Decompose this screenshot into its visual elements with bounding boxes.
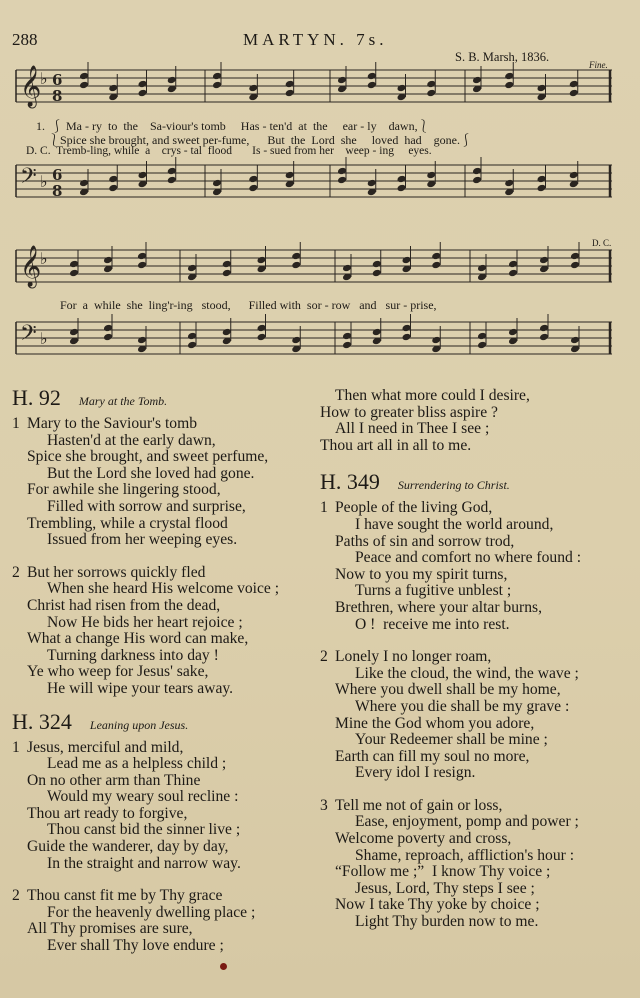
line-text: Thou canst fit me by Thy grace (27, 887, 223, 905)
line-text: Mary to the Saviour's tomb (27, 415, 197, 432)
note-head (103, 333, 113, 342)
note-head (222, 328, 232, 337)
note-head (103, 324, 113, 333)
lyrics-line-1c: D. C. Tremb-ling, while a crys - tal flood Is - sued from her weep - ing eyes. (26, 145, 432, 157)
note-head (108, 184, 118, 193)
composer-credit: S. B. Marsh, 1836. (455, 50, 550, 64)
note-head (212, 81, 222, 90)
hymn-line (320, 798, 630, 815)
hymn-line (12, 789, 310, 806)
lyrics-line-1a: 1. ⎰ Ma - ry to the Sa-viour's tomb Has - ten'd at the ear - ly dawn,⎱ (36, 119, 430, 133)
flat-sign: ♭ (40, 172, 48, 191)
hymn-line (320, 897, 630, 914)
line-text: When she heard His welcome voice ; (47, 580, 280, 598)
hymn-line (320, 749, 630, 766)
tune-name: MARTYN. 7s. (243, 30, 388, 49)
note-head (291, 336, 301, 345)
note-head (537, 184, 547, 193)
line-text: Where you dwell shall be my home, (335, 681, 561, 699)
note-head (367, 179, 377, 188)
line-text: Earth can fill my soul no more, (335, 747, 530, 765)
verse-number: 2 (12, 563, 20, 581)
hymn-line (320, 617, 630, 634)
flat-sign: ♭ (40, 329, 48, 348)
note-head (472, 167, 482, 176)
line-text: People of the living God, (335, 499, 493, 517)
line-text: Ye who weep for Jesus' sake, (27, 663, 209, 681)
music-score (0, 0, 640, 370)
note-head (397, 84, 407, 93)
hymn-line (12, 806, 310, 823)
flat-sign: ♭ (40, 249, 48, 268)
left-column (12, 385, 310, 955)
line-text: Where you die shall be my grave : (355, 697, 570, 715)
note-head (372, 269, 382, 278)
hymn-heading (320, 469, 630, 500)
line-text: Tell me not of gain or loss, (335, 796, 503, 814)
line-text: Peace and comfort no where found : (355, 549, 582, 567)
lyrics-line-1b: ⎱Spice she brought, and sweet per-fume, But the Lord she loved had gone.⎰ (36, 133, 473, 147)
note-head (137, 252, 147, 261)
hymn-line (320, 864, 630, 881)
hymn-line (320, 600, 630, 617)
note-head (212, 179, 222, 188)
line-text: Turning darkness into day ! (47, 646, 219, 664)
note-head (291, 261, 301, 270)
note-head (539, 333, 549, 342)
hymn-line (12, 499, 310, 516)
verse-number: 2 (320, 648, 328, 666)
hymn-line (320, 583, 630, 600)
line-text: All I need in Thee I see ; (335, 420, 490, 438)
hymn-line (12, 773, 310, 790)
verse-gap (320, 633, 630, 649)
note-head (426, 80, 436, 89)
line-text: Your Redeemer shall be mine ; (355, 731, 548, 749)
note-head (138, 80, 148, 89)
verse-gap (320, 782, 630, 798)
hymn-title: Surrendering to Christ. (397, 478, 510, 493)
hymn-line (320, 914, 630, 931)
note-head (477, 341, 487, 350)
hymn-line (320, 716, 630, 733)
hymn-line (320, 814, 630, 831)
hymn-line (12, 598, 310, 615)
note-head (472, 76, 482, 85)
line-text: Then what more could I desire, (335, 387, 530, 404)
hymn-title: Mary at the Tomb. (78, 394, 168, 408)
hymn-line (12, 466, 310, 483)
fine-mark: Fine. (589, 60, 608, 70)
bass-clef: 𝄢 (20, 164, 37, 194)
hymn-line (320, 438, 630, 455)
hymn-line (12, 888, 310, 905)
hymn-line (320, 567, 630, 584)
lyrics-line-2: For a while she ling'r-ing stood, Filled with sor - row and sur - prise, (60, 298, 437, 312)
line-text: Hasten'd at the early dawn, (47, 431, 216, 449)
verse-number: 1 (12, 415, 20, 432)
line-text: Thou art all in all to me. (320, 436, 472, 454)
line-text: Ever shall Thy love endure ; (47, 937, 224, 955)
note-head (431, 336, 441, 345)
treble-clef: 𝄞 (20, 66, 42, 107)
line-text: Brethren, where your altar burns, (335, 598, 542, 616)
note-head (431, 252, 441, 261)
note-head (187, 341, 197, 350)
hymn-line (12, 416, 310, 433)
note-head (337, 176, 347, 185)
note-head (537, 175, 547, 184)
hymn-line (320, 881, 630, 898)
line-text: But the Lord she loved had gone. (47, 464, 255, 482)
note-head (402, 333, 412, 342)
note-head (187, 332, 197, 341)
hymn-line (320, 534, 630, 551)
note-head (431, 261, 441, 270)
note-head (570, 336, 580, 345)
note-head (426, 171, 436, 180)
line-text: Lonely I no longer roam, (335, 648, 492, 666)
note-head (508, 269, 518, 278)
line-text: Like the cloud, the wind, the wave ; (355, 664, 579, 682)
note-head (477, 264, 487, 273)
hymn-line (320, 682, 630, 699)
note-head (477, 332, 487, 341)
hymn-line (320, 666, 630, 683)
note-head (504, 72, 514, 81)
note-head (248, 175, 258, 184)
hymn-line (320, 732, 630, 749)
note-head (367, 72, 377, 81)
line-text: In the straight and narrow way. (47, 854, 241, 872)
line-text: Light Thy burden now to me. (355, 913, 539, 931)
hymn-line (12, 740, 310, 757)
hymn-line (320, 550, 630, 567)
note-head (426, 89, 436, 98)
note-head (508, 328, 518, 337)
note-head (108, 175, 118, 184)
hymn-line (320, 699, 630, 716)
hymn-line (12, 648, 310, 665)
note-head (138, 171, 148, 180)
note-head (137, 261, 147, 270)
line-text: Filled with sorrow and surprise, (47, 497, 246, 515)
hymn-line (12, 681, 310, 698)
verse-number: 1 (320, 499, 328, 517)
note-head (248, 84, 258, 93)
note-head (212, 72, 222, 81)
hymn-line (320, 765, 630, 782)
note-head (342, 341, 352, 350)
hymn-line (12, 921, 310, 938)
hymn-line (12, 938, 310, 955)
line-text: Lead me as a helpless child ; (47, 755, 227, 773)
line-text: How to greater bliss aspire ? (320, 403, 498, 421)
hymn-line (320, 421, 630, 438)
note-head (138, 89, 148, 98)
line-text: Welcome poverty and cross, (335, 830, 512, 848)
line-text: But her sorrows quickly fled (27, 563, 206, 581)
note-head (402, 324, 412, 333)
note-head (103, 256, 113, 265)
line-text: Guide the wanderer, day by day, (27, 838, 229, 856)
time-signature: 6 (52, 71, 63, 89)
note-head (397, 175, 407, 184)
hymn-line (12, 905, 310, 922)
hymn-heading (12, 385, 310, 416)
note-head (372, 328, 382, 337)
line-text: Trembling, while a crystal flood (27, 514, 228, 532)
line-text: Now to you my spirit turns, (335, 565, 508, 583)
hymn-line (12, 631, 310, 648)
note-head (397, 184, 407, 193)
note-head (337, 76, 347, 85)
note-head (342, 332, 352, 341)
verse-number: 1 (12, 738, 20, 756)
hymn-number: H. 92 (12, 385, 61, 410)
line-text: Shame, reproach, affliction's hour : (355, 846, 575, 864)
note-head (569, 80, 579, 89)
hymn-line (12, 516, 310, 533)
hymn-line (12, 433, 310, 450)
note-head (257, 324, 267, 333)
note-head (402, 256, 412, 265)
hymn-line (12, 856, 310, 873)
hymn-line (12, 482, 310, 499)
line-text: I have sought the world around, (355, 515, 554, 533)
note-head (342, 264, 352, 273)
line-text: He will wipe your tears away. (47, 679, 234, 697)
line-text: Now I take Thy yoke by choice ; (335, 896, 540, 914)
note-head (69, 328, 79, 337)
line-text: For the heavenly dwelling place ; (47, 903, 256, 921)
note-head (222, 260, 232, 269)
note-head (187, 264, 197, 273)
hymn-line (320, 831, 630, 848)
hymn-line (12, 664, 310, 681)
hymn-line (320, 388, 630, 405)
line-text: Jesus, merciful and mild, (27, 738, 184, 756)
hymn-line (12, 532, 310, 549)
line-text: Thou canst bid the sinner live ; (47, 821, 241, 839)
flat-sign: ♭ (40, 69, 48, 88)
note-head (372, 260, 382, 269)
note-head (337, 167, 347, 176)
note-head (569, 171, 579, 180)
note-head (79, 81, 89, 90)
note-head (167, 176, 177, 185)
hymn-line (12, 581, 310, 598)
hymn-line (12, 449, 310, 466)
ink-dot (220, 963, 227, 970)
line-text: Ease, enjoyment, pomp and power ; (355, 813, 579, 831)
right-column (320, 388, 630, 931)
line-text: All Thy promises are sure, (27, 920, 193, 938)
line-text: Turns a fugitive unblest ; (355, 582, 512, 600)
bass-clef: 𝄢 (20, 321, 37, 351)
hymn-line (320, 649, 630, 666)
dc-mark: D. C. (592, 238, 612, 248)
note-head (79, 179, 89, 188)
note-head (167, 167, 177, 176)
note-head (167, 76, 177, 85)
verse-number: 2 (12, 887, 20, 905)
note-head (137, 336, 147, 345)
note-head (69, 269, 79, 278)
verse-gap (12, 872, 310, 888)
time-signature: 8 (52, 182, 63, 200)
line-text: Every idol I resign. (355, 764, 476, 782)
verse-number: 3 (320, 796, 328, 814)
note-head (285, 89, 295, 98)
hymn-line (320, 517, 630, 534)
hymn-line (12, 822, 310, 839)
note-head (257, 333, 267, 342)
note-head (291, 252, 301, 261)
note-head (367, 81, 377, 90)
hymn-line (12, 839, 310, 856)
note-head (285, 171, 295, 180)
note-head (504, 179, 514, 188)
hymn-line (320, 848, 630, 865)
line-text: O ! receive me into rest. (355, 615, 510, 633)
hymn-line (12, 756, 310, 773)
note-head (285, 80, 295, 89)
note-head (504, 81, 514, 90)
hymn-number: H. 349 (320, 469, 380, 495)
note-head (570, 252, 580, 261)
line-text: Thou art ready to forgive, (27, 804, 188, 822)
note-head (539, 324, 549, 333)
hymn-line (12, 565, 310, 582)
page-number: 288 (12, 30, 38, 49)
note-head (508, 260, 518, 269)
line-text: Paths of sin and sorrow trod, (335, 532, 515, 550)
time-signature: 8 (52, 87, 63, 105)
time-signature: 6 (52, 166, 63, 184)
line-text: Spice she brought, and sweet perfume, (27, 448, 269, 466)
line-text: Mine the God whom you adore, (335, 714, 535, 732)
note-head (539, 256, 549, 265)
note-head (472, 176, 482, 185)
line-text: Issued from her weeping eyes. (47, 531, 238, 549)
verse-gap (12, 549, 310, 565)
note-head (79, 72, 89, 81)
note-head (222, 269, 232, 278)
line-text: What a change His word can make, (27, 630, 249, 648)
hymn-heading (12, 708, 310, 740)
line-text: Now He bids her heart rejoice ; (47, 613, 243, 631)
line-text: For awhile she lingering stood, (27, 481, 221, 499)
line-text: “Follow me ;” I know Thy voice ; (335, 863, 551, 881)
treble-clef: 𝄞 (20, 246, 42, 287)
line-text: Jesus, Lord, Thy steps I see ; (355, 879, 535, 897)
note-head (569, 89, 579, 98)
line-text: Christ had risen from the dead, (27, 596, 221, 614)
hymn-line (12, 615, 310, 632)
note-head (257, 256, 267, 265)
hymn-title: Leaning upon Jesus. (89, 717, 189, 732)
note-head (108, 84, 118, 93)
note-head (537, 84, 547, 93)
line-text: On no other arm than Thine (27, 771, 201, 789)
note-head (570, 261, 580, 270)
line-text: Would my weary soul recline : (47, 788, 239, 806)
hymn-number: H. 324 (12, 708, 72, 734)
note-head (248, 184, 258, 193)
hymn-line (320, 500, 630, 517)
note-head (69, 260, 79, 269)
hymn-line (320, 405, 630, 422)
